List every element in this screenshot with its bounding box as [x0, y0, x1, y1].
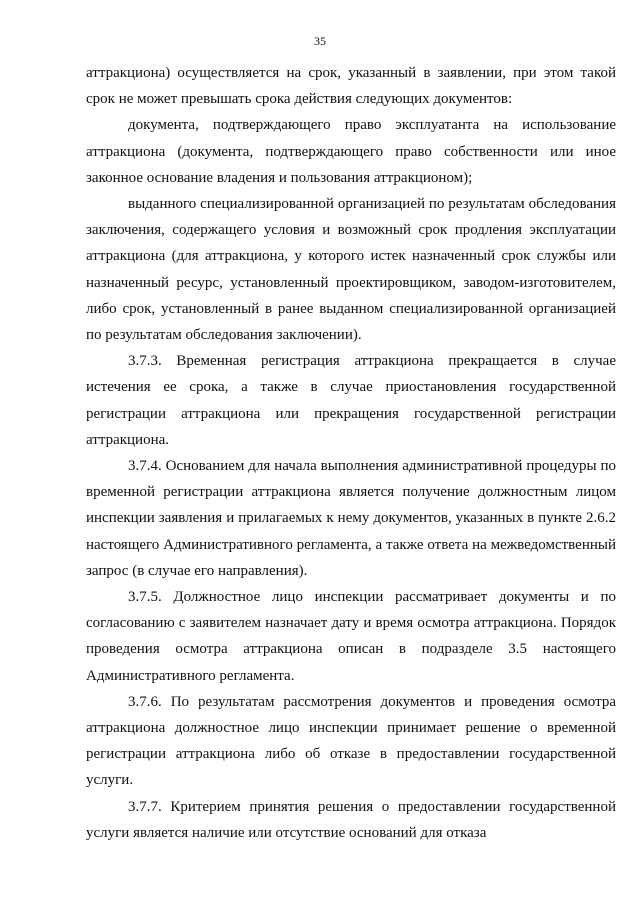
paragraph: 3.7.7. Критерием принятия решения о предоставлении государственной услуги является наличие или отсутствие оснований для отказа: [86, 798, 616, 841]
page-number: 35: [314, 34, 326, 48]
paragraph: документа, подтверждающего право эксплуатанта на использование аттракциона (документа, подтверждающего право собственности или иное законное основание владения и пользования аттракционом);: [86, 117, 616, 186]
paragraph: аттракциона) осуществляется на срок, указанный в заявлении, при этом такой срок не может превышать срока действия следующих документов:: [86, 65, 616, 108]
body-text: [86, 60, 616, 846]
paragraph: 3.7.5. Должностное лицо инспекции рассматривает документы и по согласованию с заявителем назначает дату и время осмотра аттракциона. Порядок проведения осмотра аттракциона описан в подразделе 3.5 настоящего Административного регламента.: [86, 589, 616, 684]
paragraph: 3.7.6. По результатам рассмотрения документов и проведения осмотра аттракциона должностное лицо инспекции принимает решение о временной регистрации аттракциона либо об отказе в предоставлении государственной услуги.: [86, 693, 616, 789]
paragraph: выданного специализированной организацией по результатам обследования заключения, содержащего условия и возможный срок продления эксплуатации аттракциона (для аттракциона, у которого истек назначенный срок службы или назначенный ресурс, установленный проектировщиком, заводом-изготовителем, либо срок, установленный в ранее выданном специализированной организацией по результатам обследования заключении).: [86, 196, 616, 344]
paragraph: 3.7.3. Временная регистрация аттракциона прекращается в случае истечения ее срока, а также в случае приостановления государственной регистрации аттракциона или прекращения государственной регистрации аттракциона.: [86, 353, 616, 448]
paragraph: 3.7.4. Основанием для начала выполнения административной процедуры по временной регистрации аттракциона является получение должностным лицом инспекции заявления и прилагаемых к нему документов, указанных в пункте 2.6.2 настоящего Административного регламента, а также ответа на межведомственный запрос (в случае его направления).: [86, 458, 616, 579]
